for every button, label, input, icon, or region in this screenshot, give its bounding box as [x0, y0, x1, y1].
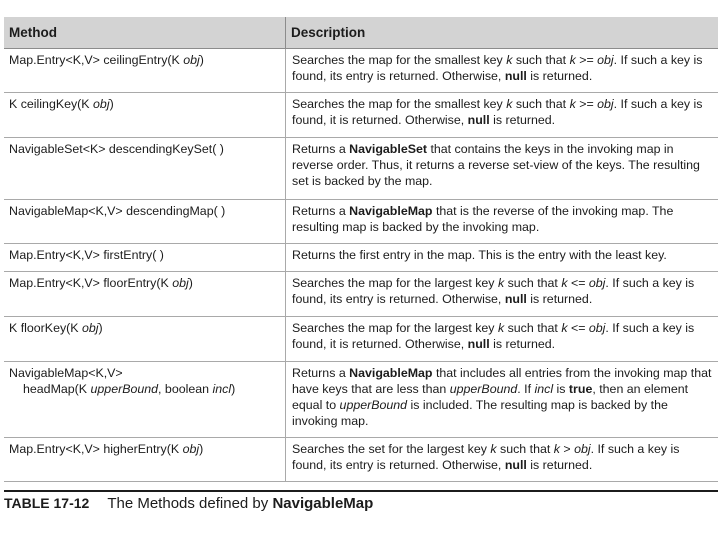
description-cell: Searches the map for the smallest key k such that k >= obj. If such a key is found, it is returned. Otherwise, null is returned. — [286, 93, 719, 138]
method-cell: NavigableSet<K> descendingKeySet( ) — [4, 138, 286, 200]
method-cell: NavigableMap<K,V> descendingMap( ) — [4, 200, 286, 244]
table-row — [4, 138, 718, 200]
description-cell: Returns a NavigableSet that contains the keys in the invoking map in reverse order. Thus, it returns a reverse set-view of the keys. The resulting set is backed by the map. — [286, 138, 719, 200]
description-cell: Searches the map for the largest key k such that k <= obj. If such a key is found, its entry is returned. Otherwise, null is returned. — [286, 272, 719, 317]
caption-class-name: NavigableMap — [272, 495, 374, 512]
method-cell: Map.Entry<K,V> floorEntry(K obj) — [4, 272, 286, 317]
table-row — [4, 93, 718, 138]
method-cell: Map.Entry<K,V> higherEntry(K obj) — [4, 438, 286, 482]
table-row — [4, 438, 718, 482]
description-cell: Searches the map for the smallest key k such that k >= obj. If such a key is found, its entry is returned. Otherwise, null is returned. — [286, 49, 719, 93]
table-row — [4, 49, 718, 93]
description-cell: Returns a NavigableMap that includes all entries from the invoking map that have keys that are less than upperBound. If incl is true, then an element equal to upperBound is included. The resulting map is backed by the invoking map. — [286, 362, 719, 438]
method-cell: Map.Entry<K,V> firstEntry( ) — [4, 244, 286, 272]
table-row — [4, 244, 718, 272]
table-number: TABLE 17-12 — [4, 495, 90, 511]
method-cell: K floorKey(K obj) — [4, 317, 286, 362]
table-row — [4, 272, 718, 317]
table-row — [4, 362, 718, 438]
table-caption — [4, 495, 373, 512]
method-cell: Map.Entry<K,V> ceilingEntry(K obj) — [4, 49, 286, 93]
methods-table — [4, 17, 718, 482]
column-header-description: Description — [286, 17, 719, 49]
caption-text: The Methods defined by — [107, 495, 273, 512]
caption-divider — [4, 490, 718, 492]
table-header-row — [4, 17, 718, 49]
description-cell: Returns a NavigableMap that is the reverse of the invoking map. The resulting map is backed by the invoking map. — [286, 200, 719, 244]
method-cell: K ceilingKey(K obj) — [4, 93, 286, 138]
description-cell: Returns the first entry in the map. This is the entry with the least key. — [286, 244, 719, 272]
column-header-method: Method — [4, 17, 286, 49]
description-cell: Searches the set for the largest key k such that k > obj. If such a key is found, its entry is returned. Otherwise, null is returned. — [286, 438, 719, 482]
table-row — [4, 317, 718, 362]
table-row — [4, 200, 718, 244]
description-cell: Searches the map for the largest key k such that k <= obj. If such a key is found, it is returned. Otherwise, null is returned. — [286, 317, 719, 362]
method-cell: NavigableMap<K,V> headMap(K upperBound, boolean incl) — [4, 362, 286, 438]
